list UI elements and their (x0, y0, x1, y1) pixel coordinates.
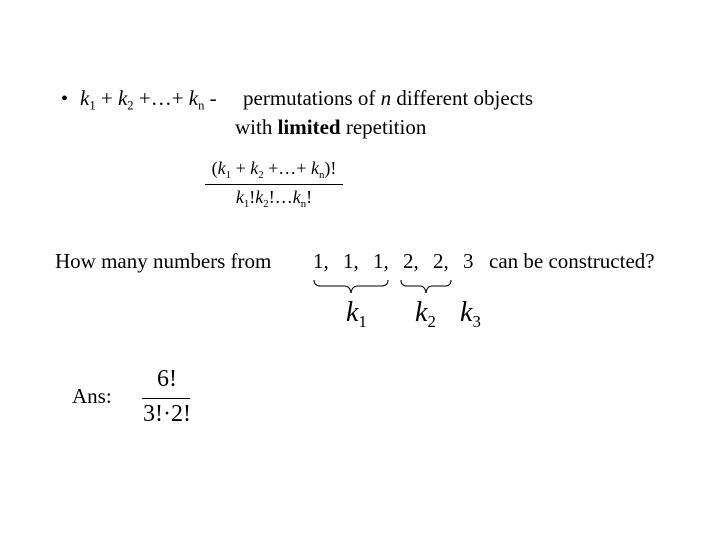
multinomial-formula (203, 158, 345, 212)
brace-label-k3: $k_3$ (460, 297, 481, 331)
underbrace-group-2 (400, 278, 452, 296)
formula-denominator: $k_1!k_2!\dots k_n$! (235, 187, 313, 210)
sequence-digit: 1, (373, 249, 389, 273)
answer-denominator: 3!·2! (143, 401, 191, 427)
answer-numerator: 6! (157, 366, 177, 392)
definition-line-2: with limited repetition (235, 115, 427, 139)
sequence-digit: 2, (403, 249, 419, 273)
formula-numerator: ($k_1 + k_2$ +…+ $k_n$)! (211, 158, 337, 181)
formula-fraction-bar (205, 184, 343, 185)
sum-expression: $k_1 + k_2$ +…+ $k_n$ - (80, 86, 217, 113)
answer-label: Ans: (72, 384, 112, 408)
answer-fraction-bar (142, 398, 190, 399)
brace-label-k2: $k_2$ (415, 297, 436, 331)
brace-label-k1: $k_1$ (346, 297, 367, 331)
definition-line-1: permutations of n different objects (243, 86, 534, 110)
question-text-end: can be constructed? (489, 249, 655, 273)
sequence-digit: 1, (313, 249, 329, 273)
sequence-digit: 1, (343, 249, 359, 273)
sequence-digit: 3 (463, 249, 474, 273)
sequence-digit: 2, (433, 249, 449, 273)
underbrace-group-1 (313, 278, 389, 296)
question-text-start: How many numbers from (55, 249, 272, 273)
answer-fraction (140, 366, 194, 432)
bullet-marker: • (61, 88, 69, 110)
